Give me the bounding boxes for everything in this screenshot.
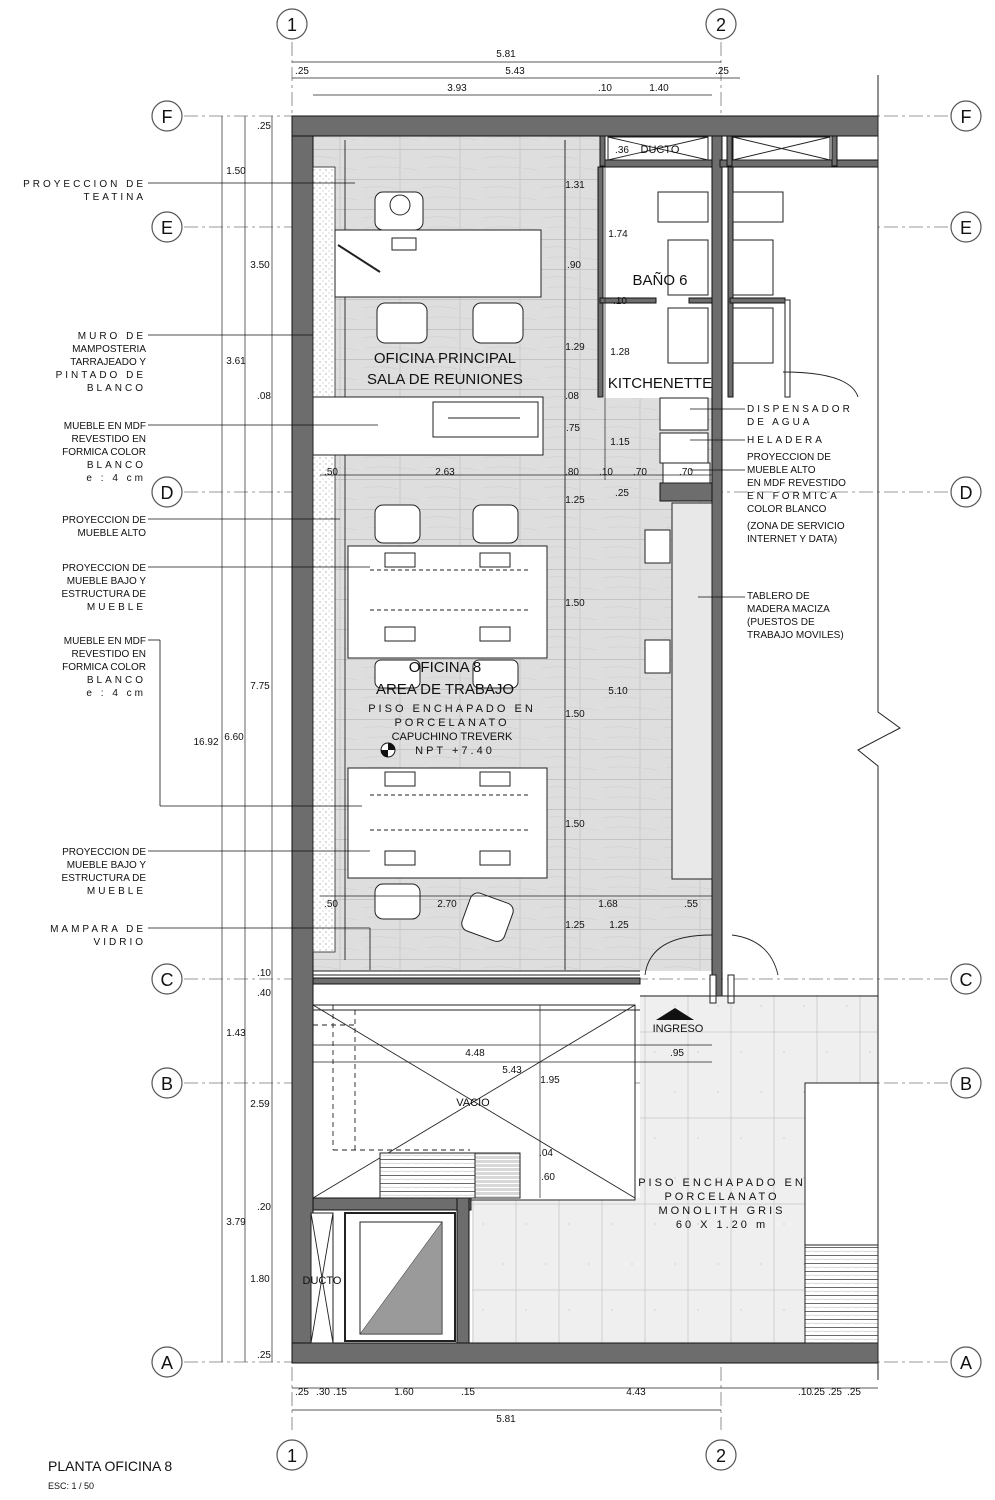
svg-text:6.60: 6.60	[224, 732, 244, 743]
svg-text:F: F	[960, 107, 972, 127]
svg-text:A: A	[959, 1353, 973, 1373]
stair	[380, 1153, 475, 1198]
tile-note-3: MONOLITH GRIS	[658, 1205, 786, 1217]
svg-text:DE AGUA: DE AGUA	[747, 417, 813, 428]
svg-text:.95: .95	[670, 1048, 684, 1059]
svg-text:.20: .20	[257, 1202, 271, 1213]
room-label-oficina8: OFICINA 8	[408, 659, 482, 676]
svg-text:1.50: 1.50	[565, 598, 585, 609]
svg-text:2: 2	[715, 1446, 727, 1466]
svg-text:1.74: 1.74	[608, 229, 628, 240]
svg-text:B: B	[160, 1074, 174, 1094]
svg-text:5.10: 5.10	[608, 686, 628, 697]
drawing-title: PLANTA OFICINA 8	[48, 1458, 173, 1474]
svg-text:TABLERO DE: TABLERO DE	[747, 591, 810, 602]
tile-floor-lower	[472, 1198, 642, 1343]
svg-text:REVESTIDO EN: REVESTIDO EN	[71, 434, 146, 445]
svg-text:BLANCO: BLANCO	[86, 460, 146, 471]
svg-text:(PUESTOS DE: (PUESTOS DE	[747, 617, 815, 628]
svg-text:.40: .40	[257, 988, 271, 999]
svg-text:COLOR BLANCO: COLOR BLANCO	[747, 504, 827, 515]
svg-text:.36: .36	[615, 145, 629, 156]
svg-text:1.43: 1.43	[226, 1028, 246, 1039]
svg-text:1.50: 1.50	[565, 709, 585, 720]
svg-text:FORMICA COLOR: FORMICA COLOR	[62, 447, 146, 458]
svg-text:3.61: 3.61	[226, 356, 246, 367]
grid-bubble-1-top	[277, 9, 307, 39]
floor-note-2: PORCELANATO	[394, 717, 510, 729]
svg-text:MUEBLE EN MDF: MUEBLE EN MDF	[63, 421, 146, 432]
svg-text:1: 1	[286, 1446, 298, 1466]
svg-text:MURO DE: MURO DE	[77, 331, 146, 342]
svg-text:EN MDF REVESTIDO: EN MDF REVESTIDO	[747, 478, 846, 489]
svg-text:4.43: 4.43	[626, 1387, 646, 1398]
svg-text:.90: .90	[567, 260, 581, 271]
grid-bubble-F-left	[152, 101, 182, 131]
svg-text:.25: .25	[257, 121, 271, 132]
svg-text:1.15: 1.15	[610, 437, 630, 448]
svg-text:1.28: 1.28	[610, 347, 630, 358]
svg-text:REVESTIDO EN: REVESTIDO EN	[71, 649, 146, 660]
svg-text:.08: .08	[257, 391, 271, 402]
svg-text:4.48: 4.48	[465, 1048, 485, 1059]
svg-text:.80: .80	[565, 467, 579, 478]
grid-bubble-B-right	[951, 1068, 981, 1098]
svg-text:.60: .60	[541, 1172, 555, 1183]
svg-text:DISPENSADOR: DISPENSADOR	[747, 404, 853, 415]
grid-bubble-F-right	[951, 101, 981, 131]
svg-text:E: E	[959, 218, 973, 238]
svg-text:.25: .25	[615, 488, 629, 499]
svg-text:.75: .75	[566, 423, 580, 434]
svg-text:E: E	[160, 218, 174, 238]
svg-text:TARRAJEADO Y: TARRAJEADO Y	[70, 357, 146, 368]
stair-grate	[475, 1153, 520, 1198]
svg-text:.15: .15	[333, 1387, 347, 1398]
chair	[375, 192, 423, 230]
void-label: VACIO	[456, 1097, 490, 1109]
svg-text:1.50: 1.50	[565, 819, 585, 830]
duct-bottom-label: DUCTO	[302, 1275, 342, 1287]
dotted-strip	[313, 167, 335, 952]
grid-bubble-D-right	[951, 477, 981, 507]
svg-text:.25: .25	[847, 1387, 861, 1398]
level-marker	[381, 743, 395, 757]
duct-top-label: DUCTO	[640, 144, 680, 156]
svg-text:F: F	[161, 107, 173, 127]
svg-text:A: A	[160, 1353, 174, 1373]
svg-text:B: B	[959, 1074, 973, 1094]
svg-text:(ZONA DE SERVICIO: (ZONA DE SERVICIO	[747, 521, 845, 532]
svg-text:MUEBLE ALTO: MUEBLE ALTO	[747, 465, 816, 476]
grid-bubble-B-left	[152, 1068, 182, 1098]
svg-text:D: D	[160, 483, 174, 503]
svg-text:TRABAJO MOVILES): TRABAJO MOVILES)	[747, 630, 844, 641]
svg-text:1.95: 1.95	[540, 1075, 560, 1086]
grid-bubble-E-left	[152, 212, 182, 242]
svg-text:3.79: 3.79	[226, 1217, 246, 1228]
svg-text:16.92: 16.92	[193, 737, 219, 748]
svg-text:1.29: 1.29	[565, 342, 585, 353]
svg-text:.30: .30	[316, 1387, 330, 1398]
svg-text:.10: .10	[613, 296, 627, 307]
floor-note-3: CAPUCHINO TREVERK	[391, 731, 513, 743]
svg-text:.04: .04	[539, 1148, 553, 1159]
svg-text:.10: .10	[257, 968, 271, 979]
svg-text:1.60: 1.60	[394, 1387, 414, 1398]
svg-text:.50: .50	[324, 899, 338, 910]
entrance-label: INGRESO	[652, 1023, 704, 1035]
solid-wood-board	[672, 503, 712, 879]
svg-text:C: C	[160, 970, 174, 990]
svg-text:.25: .25	[295, 1387, 309, 1398]
svg-text:C: C	[959, 970, 973, 990]
svg-text:MUEBLE BAJO Y: MUEBLE BAJO Y	[66, 576, 146, 587]
svg-text:HELADERA: HELADERA	[747, 435, 825, 446]
svg-text:2: 2	[715, 15, 727, 35]
grid-bubble-C-left	[152, 964, 182, 994]
chair	[377, 303, 427, 343]
svg-text:5.81: 5.81	[496, 1414, 516, 1425]
svg-text:MADERA MACIZA: MADERA MACIZA	[747, 604, 830, 615]
room-label-sala-reuniones: SALA DE REUNIONES	[367, 371, 523, 388]
tile-note-1: PISO ENCHAPADO EN	[638, 1177, 806, 1189]
svg-text:PINTADO DE: PINTADO DE	[55, 370, 146, 381]
svg-text:PROYECCION DE: PROYECCION DE	[23, 179, 146, 190]
svg-text:.55: .55	[684, 899, 698, 910]
npt-label: NPT +7.40	[415, 745, 495, 757]
svg-text:MUEBLE: MUEBLE	[86, 886, 146, 897]
svg-text:PROYECCION DE: PROYECCION DE	[62, 847, 146, 858]
tile-note-2: PORCELANATO	[664, 1191, 780, 1203]
svg-text:1.25: 1.25	[565, 495, 585, 506]
grid-bubble-2-bottom	[706, 1440, 736, 1470]
svg-text:.70: .70	[679, 467, 693, 478]
right-notes	[747, 404, 853, 641]
svg-text:INTERNET Y DATA): INTERNET Y DATA)	[747, 534, 838, 545]
svg-text:1: 1	[286, 15, 298, 35]
drawing-scale: ESC: 1 / 50	[48, 1481, 95, 1491]
svg-text:.25: .25	[295, 66, 309, 77]
svg-text:e : 4 cm: e : 4 cm	[86, 688, 146, 699]
grid-bubble-A-right	[951, 1347, 981, 1377]
svg-text:EN FORMICA: EN FORMICA	[747, 491, 840, 502]
chair	[473, 303, 523, 343]
svg-text:1.31: 1.31	[565, 180, 585, 191]
grid-bubble-E-right	[951, 212, 981, 242]
svg-text:.25: .25	[257, 1350, 271, 1361]
room-label-area-trabajo: AREA DE TRABAJO	[375, 681, 515, 698]
tile-note-4: 60 X 1.20 m	[675, 1219, 769, 1231]
svg-text:5.81: 5.81	[496, 49, 516, 60]
svg-text:e : 4 cm: e : 4 cm	[86, 473, 146, 484]
svg-text:BLANCO: BLANCO	[86, 383, 146, 394]
svg-text:.25: .25	[811, 1387, 825, 1398]
room-label-oficina-principal: OFICINA PRINCIPAL	[373, 350, 517, 367]
grid-bubble-1-bottom	[277, 1440, 307, 1470]
svg-text:BLANCO: BLANCO	[86, 675, 146, 686]
svg-text:PROYECCION DE: PROYECCION DE	[747, 452, 831, 463]
svg-text:MUEBLE ALTO: MUEBLE ALTO	[77, 528, 146, 539]
grid-bubble-2-top	[706, 9, 736, 39]
left-notes	[23, 179, 146, 948]
svg-text:MAMPOSTERIA: MAMPOSTERIA	[72, 344, 146, 355]
svg-text:.10: .10	[599, 467, 613, 478]
svg-text:TEATINA: TEATINA	[83, 192, 146, 203]
grid-bubble-A-left	[152, 1347, 182, 1377]
svg-text:1.80: 1.80	[250, 1274, 270, 1285]
svg-text:.08: .08	[565, 391, 579, 402]
svg-text:3.50: 3.50	[250, 260, 270, 271]
svg-text:1.68: 1.68	[598, 899, 618, 910]
room-label-bano: BAÑO 6	[632, 272, 688, 289]
svg-text:2.70: 2.70	[437, 899, 457, 910]
svg-text:5.43: 5.43	[502, 1065, 522, 1076]
svg-text:.15: .15	[461, 1387, 475, 1398]
svg-text:.25: .25	[715, 66, 729, 77]
floor-note-1: PISO ENCHAPADO EN	[368, 703, 536, 715]
svg-text:.50: .50	[324, 467, 338, 478]
svg-text:MUEBLE BAJO Y: MUEBLE BAJO Y	[66, 860, 146, 871]
svg-text:VIDRIO: VIDRIO	[93, 937, 146, 948]
svg-text:MUEBLE EN MDF: MUEBLE EN MDF	[63, 636, 146, 647]
room-label-kitchenette: KITCHENETTE	[607, 375, 713, 392]
svg-text:5.43: 5.43	[505, 66, 525, 77]
svg-text:MAMPARA DE: MAMPARA DE	[50, 924, 146, 935]
svg-text:1.25: 1.25	[565, 920, 585, 931]
svg-text:.10: .10	[798, 1387, 812, 1398]
svg-text:2.63: 2.63	[435, 467, 455, 478]
svg-text:ESTRUCTURA DE: ESTRUCTURA DE	[61, 589, 146, 600]
svg-text:1.50: 1.50	[226, 166, 246, 177]
svg-text:.70: .70	[633, 467, 647, 478]
svg-text:PROYECCION DE: PROYECCION DE	[62, 515, 146, 526]
svg-text:MUEBLE: MUEBLE	[86, 602, 146, 613]
svg-text:ESTRUCTURA DE: ESTRUCTURA DE	[61, 873, 146, 884]
svg-text:.25: .25	[828, 1387, 842, 1398]
svg-text:1.25: 1.25	[609, 920, 629, 931]
right-stair	[805, 1245, 878, 1343]
svg-text:1.40: 1.40	[649, 83, 669, 94]
svg-text:.10: .10	[598, 83, 612, 94]
grid-bubble-C-right	[951, 964, 981, 994]
svg-text:PROYECCION DE: PROYECCION DE	[62, 563, 146, 574]
grid-bubble-D-left	[152, 477, 182, 507]
svg-text:7.75: 7.75	[250, 681, 270, 692]
svg-text:3.93: 3.93	[447, 83, 467, 94]
svg-text:2.59: 2.59	[250, 1099, 270, 1110]
svg-text:FORMICA COLOR: FORMICA COLOR	[62, 662, 146, 673]
svg-text:D: D	[959, 483, 973, 503]
